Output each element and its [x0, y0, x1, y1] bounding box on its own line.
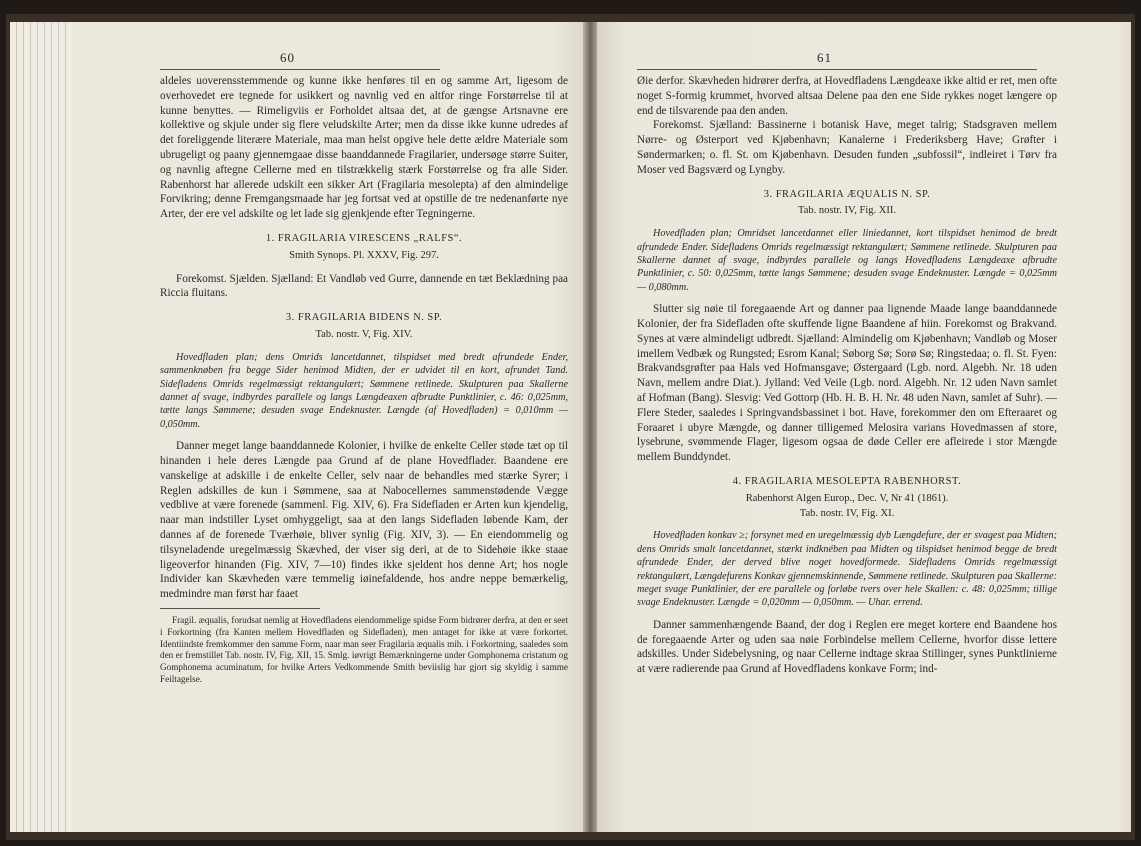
- species-diagnosis: Hovedfladen plan; Omridset lancetdannet eller liniedannet, kort tilspidset henimod de bredt afrundede Ender. Sidefladens Omrids regelmæssigt rektangulært; Sømmene retlinede. Skulpturen paa Skallerne dannet af svage, indbyrdes parallele og langs Hovedfladens Længdeaxe afbrudte Punktlinier, c. 50: 0,025mm, tætte langs Sømmene; desuden svage Endeknuster. Længde = 0,025mm — 0,080mm.: [637, 228, 1057, 293]
- species-diagnosis: Hovedfladen konkav ≥; forsynet med en uregelmæssig dyb Længdefure, der er svagest paa Midten; dens Omrids smalt lancetdannet, stærkt indknében paa Midten og tilspidset henimod begge de bredt afrundede Ender, der derved blive noget hovedformede. Sidefladens Omrids regelmæssigt rektangulært, Længdefurens Konkav gjennemskinnende, Sømmene retlinede. Skulpturen paa Skallerne: meget svage Punktlinier, der ere parallele og forløbe tvers over hele Skallen: c. 48: 0,025mm; tillige svage Endeknuster. Længde = 0,020mm — 0,050mm. — Uhar. errend.: [637, 530, 1057, 609]
- species-heading: 1. FRAGILARIA VIRESCENS „RALFS“.: [265, 232, 463, 244]
- species-description: Danner meget lange baanddannede Kolonier, i hvilke de enkelte Celler støde tæt op til hinanden i hele deres Længde paa Grund af de plane Hovedflader. Baandene ere vanskelige at adskille i de enkelte Celler, selv naar de behandles med stærke Syrer; i Reglen adskilles de kun i Sømmene, saa at Nabocellernes sammenstødende Vægge vedblive at være forenede (sammenl. Fig. XIV, 6). Fra Sidefladen er Arten kun kjendelig, naar man indstiller Lyset omhyggeligt, saa at den langs Sidefladen løbende Kam, der dannes af de forenede Tværhøie, bliver synlig (Fig. XIV, 3). — En eiendommelig og tilsyneladende uregelmæssig Skævhed, der viser sig deri, at de to Sidehøie ikke staae ligeoverfor hinanden (Fig. XIV, 7—10) findes ikke sjeldent hos denne Art; hos nogle Individer kan Skævheden være temmelig iøinefaldende, hos andre neppe bemærkelig, medmindre man først har faaet: [160, 440, 568, 601]
- species-locality: Forekomst. Sjælden. Sjælland: Et Vandløb ved Gurre, dannende en tæt Beklædning paa Riccia fluitans.: [160, 272, 568, 300]
- intro-paragraph: Øie derfor. Skævheden hidrører derfra, at Hovedfladens Længdeaxe ikke altid er ret, men ofte noget S-formig krummet, hvorved altsaa Delene paa den ene Side rykkes noget længere op end de tilsvarende paa den anden.: [637, 75, 1057, 117]
- species-description: Danner sammenhængende Baand, der dog i Reglen ere meget kortere end Baandene hos de foregaaende Arter og uden saa nøie Forbindelse mellem Cellerne, hvorfor disse lettere adskilles. Under Sidebelysning, og naar Cellerne indtage skraa Stillinger, synes Punktlinierne at være radierende paa Grund af Hovedfladens konkave Form; ind-: [637, 618, 1057, 676]
- footnote-rule: [160, 608, 320, 609]
- page-number: 60: [280, 50, 295, 65]
- footnote: [160, 615, 568, 686]
- intro-paragraph: aldeles uoverensstemmende og kunne ikke henføres til en og samme Art, ligesom de overhovedet ere tegnede for usikkert og navnlig ved en altfor ringe Forstørrelse til at kunne benyttes. — Rimeligviis er Forholdet altsaa det, at de gængse Artsnavne ere kollektive og skjule under sig flere veludskilte Arter; men da disse ikke kunne udredes af det foreliggende literære Materiale, maa man helst opgive hele dette ældre Materiale som ubrugeligt og paany gjennemgaae disse baanddannede Fragilarier, undersøge større Suiter, og navnlig aftegne Cellerne med en tilstrækkelig stærk Forstørrelse og fra alle Sider. Rabenhorst har allerede udskilt een sikker Art (Fragilaria mesolepta) af den almindelige Forvikring; denne Fremgangsmaade har jeg fortsat ved at opstille de tre nedenanførte nye Arter, der ere vel adskilte og let lade sig gjenkjende efter Tegningerne.: [160, 75, 568, 221]
- species-reference: Tab. nostr. V, Fig. XIV.: [315, 328, 413, 340]
- species-reference: Tab. nostr. IV, Fig. XII.: [798, 205, 896, 217]
- page-edges: [10, 22, 72, 832]
- species-reference: Smith Synops. Pl. XXXV, Fig. 297.: [289, 249, 439, 261]
- footnote-text: Fragil. æqualis, forudsat nemlig at Hovedfladens eiendommelige spidse Form bidrører derfra, at den er seet i Forkortning (fra Kanten mellem Hovedfladen og Sidefladen), men antaget for ikke at være forkortet. Identiindste fremkommer den samme Form, naar man seer Fragilaria æqualis mih. i Forkortning, saaledes som den er fremstillet Tab. nostr. IV, Fig. XII, 15. Smlg. iøvrigt Bemærkningerne under Gomphonema cristatum og Gomphonema acuminatum, for hvilke Arters Vedkommende Smith beviislig har gjort sig skyldig i samme Feiltagelse.: [160, 614, 568, 684]
- species-diagnosis: Hovedfladen plan; dens Omrids lancetdannet, tilspidset med bredt afrundede Ender, sammenknøben fra begge Sider henimod Midten, der er udvidet til en kort, afrundet Tand. Sidefladens Omrids regelmæssigt rektangulært; Sømmene retlinede. Skulpturen paa Skallerne dannet af svage, indbyrdes parallele og langs Længdeaxen afbrudte Punktlinier, c. 46: 0,025mm, tætte langs Sømmene; desuden svage Endeknuster. Længde (af Hovedfladen) = 0,010mm — 0,050mm.: [160, 351, 568, 430]
- page-number: 61: [817, 50, 832, 65]
- right-page: [597, 22, 1131, 832]
- species-heading: 4. FRAGILARIA MESOLEPTA RABENHORST.: [732, 475, 962, 487]
- species-reference: Tab. nostr. IV, Fig. XI.: [799, 507, 895, 519]
- species-reference: Rabenhorst Algen Europ., Dec. V, Nr 41 (1861).: [745, 492, 949, 504]
- species-heading: 3. FRAGILARIA ÆQUALIS N. SP.: [763, 188, 931, 200]
- header-rule: [637, 69, 1037, 70]
- left-page: [10, 22, 585, 832]
- left-text-column: [160, 74, 568, 686]
- right-text-column: [637, 74, 1057, 677]
- species-description: Slutter sig nøie til foregaaende Art og danner paa lignende Maade lange baanddannede Kolonier, der fra Sidefladen ofte skuffende ligne Baandene af hiin. Forekomst og Brakvand. Synes at være almindeligt udbredt. Sjælland: Almindelig om Kjøbenhavn; Vandløb og Moser imellem Vedbæk og Rungsted; Esrom Kanal; Søborg Sø; Sorø Sø; Ringstedaa; o. fl. St. Fyen: Brakvandsgrøfter paa Hals ved Hofmansgave; Østergaard (Lgb. nord. Algebh. Nr. 18 uden Navn, mellem andre Diat.). Jylland: Ved Veile (Lgb. nord. Algebh. Nr. 12 uden Navn samlet af Hofman (Bang). Slesvig: Ved Gottorp (Hb. H. B. H. Nr. 48 uden Navn, samlet af Suhr). — Flere Steder, saaledes i Springvandsbassinet i bot. Have, forekommer den om Efteraaret og Foraaret i ubyre Mængde, og danner tilligemed Melosira varians Hovedmassen af store, lysebrune, svømmende Flager, ligesom ogsaa de døde Celler ere afleirede i stor Mængde mellem Bunddyndet.: [637, 303, 1057, 464]
- species-heading: 3. FRAGILARIA BIDENS N. SP.: [285, 312, 443, 324]
- species-locality: Forekomst. Sjælland: Bassinerne i botanisk Have, meget talrig; Stadsgraven mellem Nørre- og Østerport ved Kjøbenhavn; Kanalerne i Frederiksberg Have; Grøfter i Søndermarken; o. fl. St. om Kjøbenhavn. Desuden funden „subfossil“, indleiret i Tørv fra Moser ved Bagsværd og Lyngby.: [637, 119, 1057, 176]
- header-rule: [160, 69, 440, 70]
